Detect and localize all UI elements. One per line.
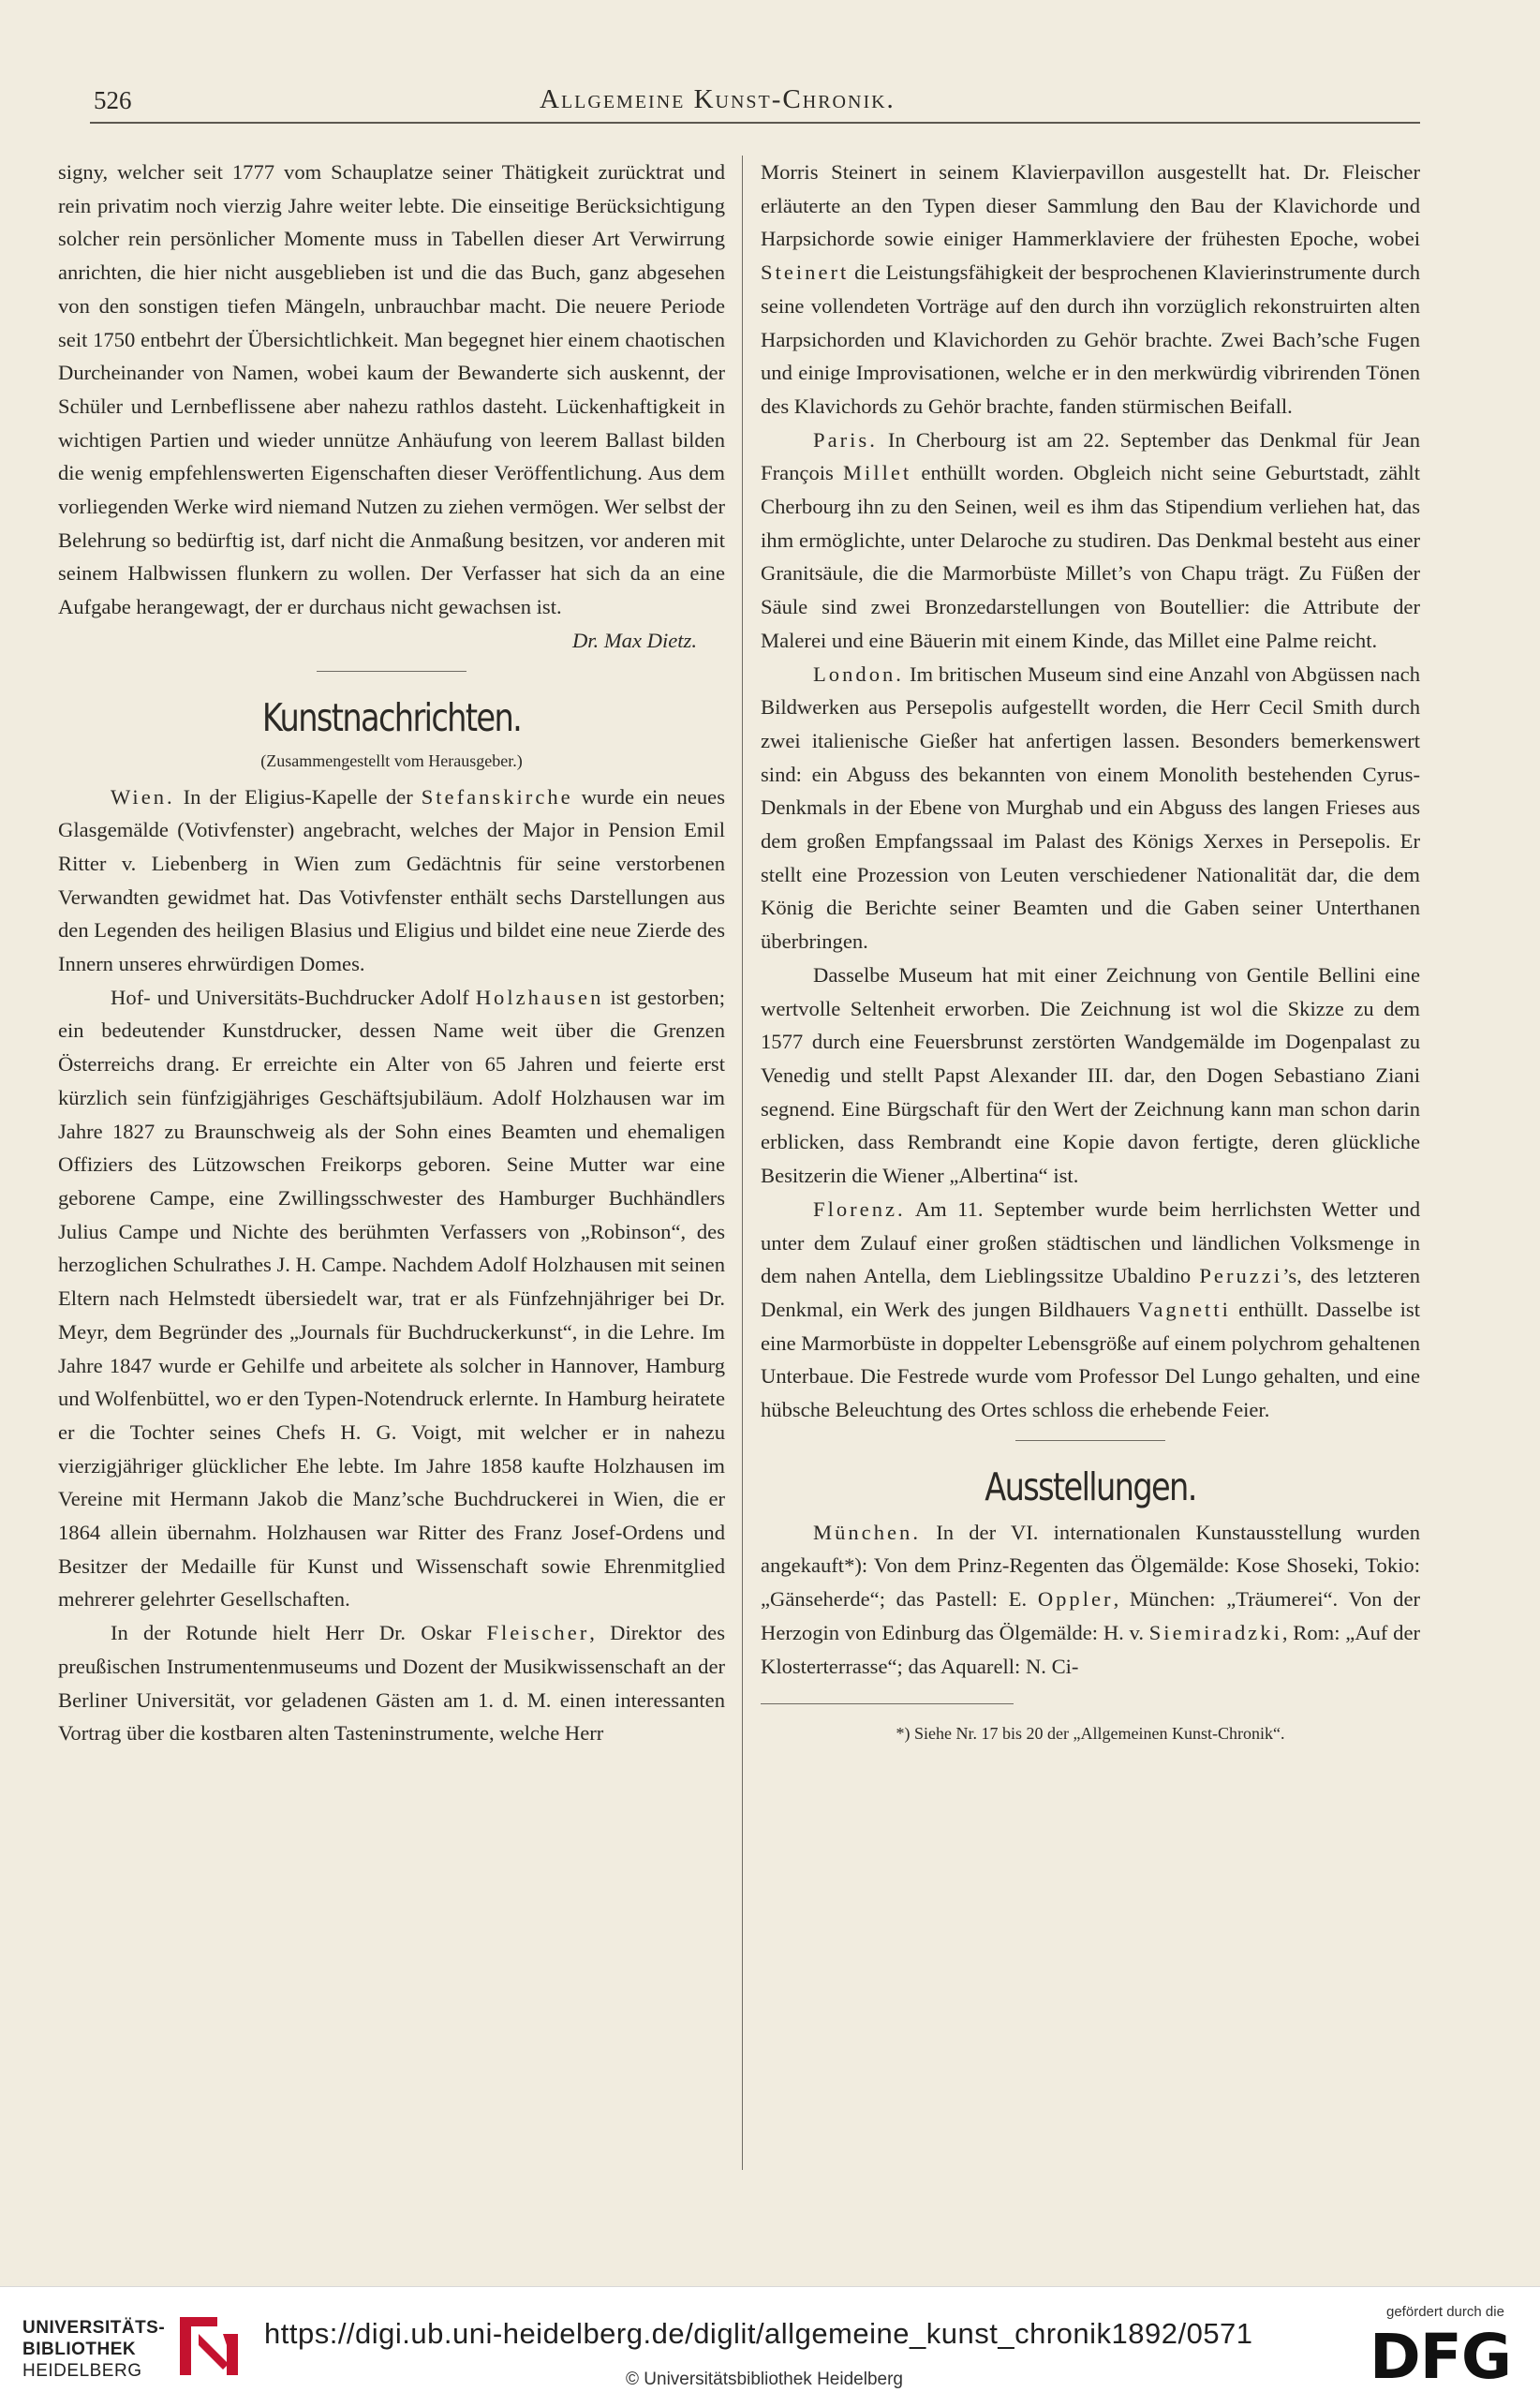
place-name: München. — [813, 1520, 921, 1544]
news-paragraph-paris: Paris. In Cherbourg ist am 22. September das Denkmal für Jean François Millet enthüllt worden. Obgleich nicht seine Geburtstadt, zählt Cherbourg ihn zu den Seinen, weil es ihm das Stipendium verliehen hat, das ihm ermöglichte, unter Delaroche zu studiren. Das Denkmal besteht aus einer Granitsäule, die die Marmorbüste Millet’s von Chapu trägt. Zu Füßen der Säule sind zwei Bronzedarstellungen von Boutellier: die Attribute der Malerei und eine Bäuerin mit einem Kinde, das Millet eine Palme reicht. — [761, 427, 1420, 652]
review-paragraph: signy, welcher seit 1777 vom Schauplatze seiner Thätigkeit zurücktrat und rein privatim noch vierzig Jahre weiter lebte. Die einseitige Berücksichtigung solcher rein persönlicher Momente muss in Tabellen dieser Art Verwirrung anrichten, die hier nicht ausgeblieben ist und die das Buch, ganz abgesehen von den sonstigen tiefen Mängeln, unbrauchbar macht. Die neuere Periode seit 1750 entbehrt der Übersichtlichkeit. Man begegnet hier einem chaotischen Durcheinander von Namen, wobei kaum der Bewanderte sich auskennt, der Schüler und Lernbeflissene aber nahezu rathlos dasteht. Lückenhaftigkeit in wichtigen Partien und wieder unnütze Anhäufung von leerem Ballast bilden die wenig empfehlenswerten Eigenschaften dieser Veröffentlichung. Aus dem vorliegenden Werke wird niemand Nutzen zu ziehen vermögen. Wer selbst der Belehrung so bedürftig ist, darf nicht die Anmaßung besitzen, vor anderen mit seinem Halbwissen flunkern zu wollen. Der Verfasser hat sich da an eine Aufgabe herangewagt, der er durchaus nicht gewachsen ist. — [58, 160, 725, 619]
column-divider — [742, 156, 743, 2170]
section-rule — [1015, 1440, 1165, 1441]
news-paragraph-florenz: Florenz. Am 11. September wurde beim herrlichsten Wetter und unter dem Zulauf einer großen städtischen und ländlichen Volksmenge in dem nahen Antella, dem Lieblingssitze Ubaldino Peruzzi’s, des letzteren Denkmal, ein Werk des jungen Bildhauers Vagnetti enthüllt. Dasselbe ist eine Marmorbüste in doppelter Lebensgröße auf einem polychrom gehaltenen Unterbaue. Die Festrede wurde vom Professor Del Lungo gehalten, und eine hübsche Beleuchtung des Ortes schloss die erhebende Feier. — [761, 1196, 1421, 1422]
copyright-notice: © Universitätsbibliothek Heidelberg — [626, 2370, 903, 2389]
place-name: Wien. — [111, 784, 175, 809]
section-heading-kunstnachrichten: Kunstnachrichten. — [261, 694, 522, 740]
footnote: *) Siehe Nr. 17 bis 20 der „Allgemeinen Kunst-Chronik“. — [896, 1724, 1285, 1744]
news-paragraph-bellini: Dasselbe Museum hat mit einer Zeichnung von Gentile Bellini eine wertvolle Seltenheit erworben. Die Zeichnung ist wol die Skizze zu dem 1577 durch eine Feuersbrunst zerstörten Wandgemälde im Dogenpalast zu Venedig und stellt Papst Alexander III. dar, den Dogen Sebastiano Ziani segnend. Eine Bürgschaft für den Wert der Zeichnung kann man schon darin erblicken, dass Rembrandt eine Kopie davon fertigte, deren glückliche Besitzerin die Wiener „Albertina“ ist. — [761, 962, 1420, 1188]
news-paragraph-london: London. Im britischen Museum sind eine Anzahl von Abgüssen nach Bildwerken aus Persepolis aufgestellt worden, die Herr Cecil Smith durch zwei italienische Gießer hat anfertigen lassen. Besonders bemerkenswert sind: ein Abguss des bekannten von einem Monolith bestehenden Cyrus-Denkmals in der Ebene von Murghab und ein Abguss des langen Frieses aus dem großen Empfangssaal im Palast des Königs Xerxes in Persepolis. Er stellt eine Prozession von Leuten verschiedener Nationalität dar, die dem König die Berichte seiner Beamten und die Gaben seiner Unterthanen überbringen. — [761, 661, 1420, 954]
right-column — [761, 156, 1420, 1746]
page-header — [90, 79, 1420, 126]
news-paragraph-steinert: Morris Steinert in seinem Klavierpavillon ausgestellt hat. Dr. Fleischer erläuterte an den Typen dieser Sammlung den Bau der Klavichorde und Harpsichorde sowie einiger Hammerklaviere der frühesten Epoche, wobei Steinert die Leistungsfähigkeit der besprochenen Klavierinstrumente durch seine vollendeten Vorträge auf den durch ihn vorzüglich rekonstruirten alten Harpsichorden und Klavichorden zu Gehör brachte. Zwei Bach’sche Fugen und einige Improvisationen, welche er in den merkwürdig vibrirenden Tönen des Klavichords zu Gehör brachte, fanden stürmischen Beifall. — [761, 160, 1420, 418]
place-name: Florenz. — [813, 1196, 906, 1221]
news-paragraph-muenchen: München. In der VI. internationalen Kunstausstellung wurden angekauft*): Von dem Prinz-Regenten das Ölgemälde: Kose Shoseki, Tokio: „Gänseherde“; das Pastell: E. Oppler, München: „Träumerei“. Von der Herzogin von Edinburg das Ölgemälde: H. v. Siemiradzki, Rom: „Auf der Klosterterrasse“; das Aquarell: N. Ci- — [761, 1520, 1421, 1678]
running-title: Allgemeine Kunst-Chronik. — [540, 84, 896, 114]
footnote-rule — [761, 1703, 1014, 1704]
header-rule — [90, 122, 1420, 124]
review-signature: Dr. Max Dietz. — [571, 628, 697, 652]
funding-note: gefördert durch die — [1386, 2304, 1504, 2320]
section-rule — [317, 671, 466, 672]
place-name: London. — [813, 661, 904, 686]
dfg-logo[interactable]: DFG — [1370, 2321, 1512, 2393]
permalink-url[interactable]: https://digi.ub.uni-heidelberg.de/diglit/allgemeine_kunst_chronik1892/0571 — [264, 2317, 1253, 2350]
news-paragraph-wien: Wien. In der Eligius-Kapelle der Stefanskirche wurde ein neues Glasgemälde (Votivfenster) angebracht, welches der Major in Pension Emil Ritter v. Liebenberg in Wien zum Gedächtnis für seine verstorbenen Verwandten gewidmet hat. Das Votivfenster enthält sechs Darstellungen aus den Legenden des heiligen Blasius und Eligius und bildet eine neue Zierde des Innern unseres ehrwürdigen Domes. — [58, 784, 726, 976]
viewer-footer-bar — [0, 2286, 1540, 2407]
news-paragraph-holzhausen: Hof- und Universitäts-Buchdrucker Adolf Holzhausen ist gestorben; ein bedeutender Kunstdrucker, dessen Name weit über die Grenzen Österreichs drang. Er erreichte ein Alter von 65 Jahren und feierte erst kürzlich sein fünfzigjähriges Geschäftsjubiläum. Adolf Holzhausen war im Jahre 1827 zu Braunschweig als der Sohn eines Beamten und ehemaligen Offiziers des Lützowschen Freikorps geboren. Seine Mutter war eine geborene Campe, eine Zwillingsschwester des Hamburger Buchhändlers Julius Campe und Nichte des berühmten Verfassers von „Robinson“, des herzoglichen Schulrathes J. H. Campe. Nachdem Adolf Holzhausen mit seinen Eltern nach Helmstedt übersiedelt war, trat er als Fünfzehnjähriger bei Dr. Meyr, dem Begründer des „Journals für Buchdruckerkunst“, in die Lehre. Im Jahre 1847 wurde er Gehilfe und arbeitete als solcher in Hannover, Hamburg und Wolfenbüttel, wo er den Typen-Notendruck erlernte. In Hamburg heiratete er die Tochter seines Chefs H. G. Voigt, mit welcher er in nahezu vierzigjähriger glücklicher Ehe lebte. Im Jahre 1858 kaufte Holzhausen im Vereine mit Hermann Jakob die Manz’sche Buchdruckerei in Wien, die er 1864 allein übernahm. Holzhausen war Ritter des Franz Josef-Ordens und Besitzer der Medaille für Kunst und Wissenschaft sowie Ehrenmitglied mehrerer gelehrter Gesellschaften. — [58, 985, 725, 1612]
left-column — [58, 156, 725, 1750]
place-name: Paris. — [813, 427, 878, 452]
library-logo-icon — [170, 2310, 249, 2385]
section-heading-ausstellungen: Ausstellungen. — [985, 1464, 1196, 1509]
section-subheading: (Zusammengestellt vom Herausgeber.) — [260, 750, 523, 770]
library-name[interactable]: UNIVERSITÄTS- BIBLIOTHEK HEIDELBERG — [22, 2318, 166, 2381]
page-number: 526 — [94, 86, 132, 114]
news-paragraph-rotunde: In der Rotunde hielt Herr Dr. Oskar Fleischer, Direktor des preußischen Instrumentenmuseums und Dozent der Musikwissenschaft an der Berliner Universität, vor geladenen Gästen am 1. d. M. einen interessanten Vortrag über die kostbaren alten Tasteninstrumente, welche Herr — [58, 1621, 725, 1746]
